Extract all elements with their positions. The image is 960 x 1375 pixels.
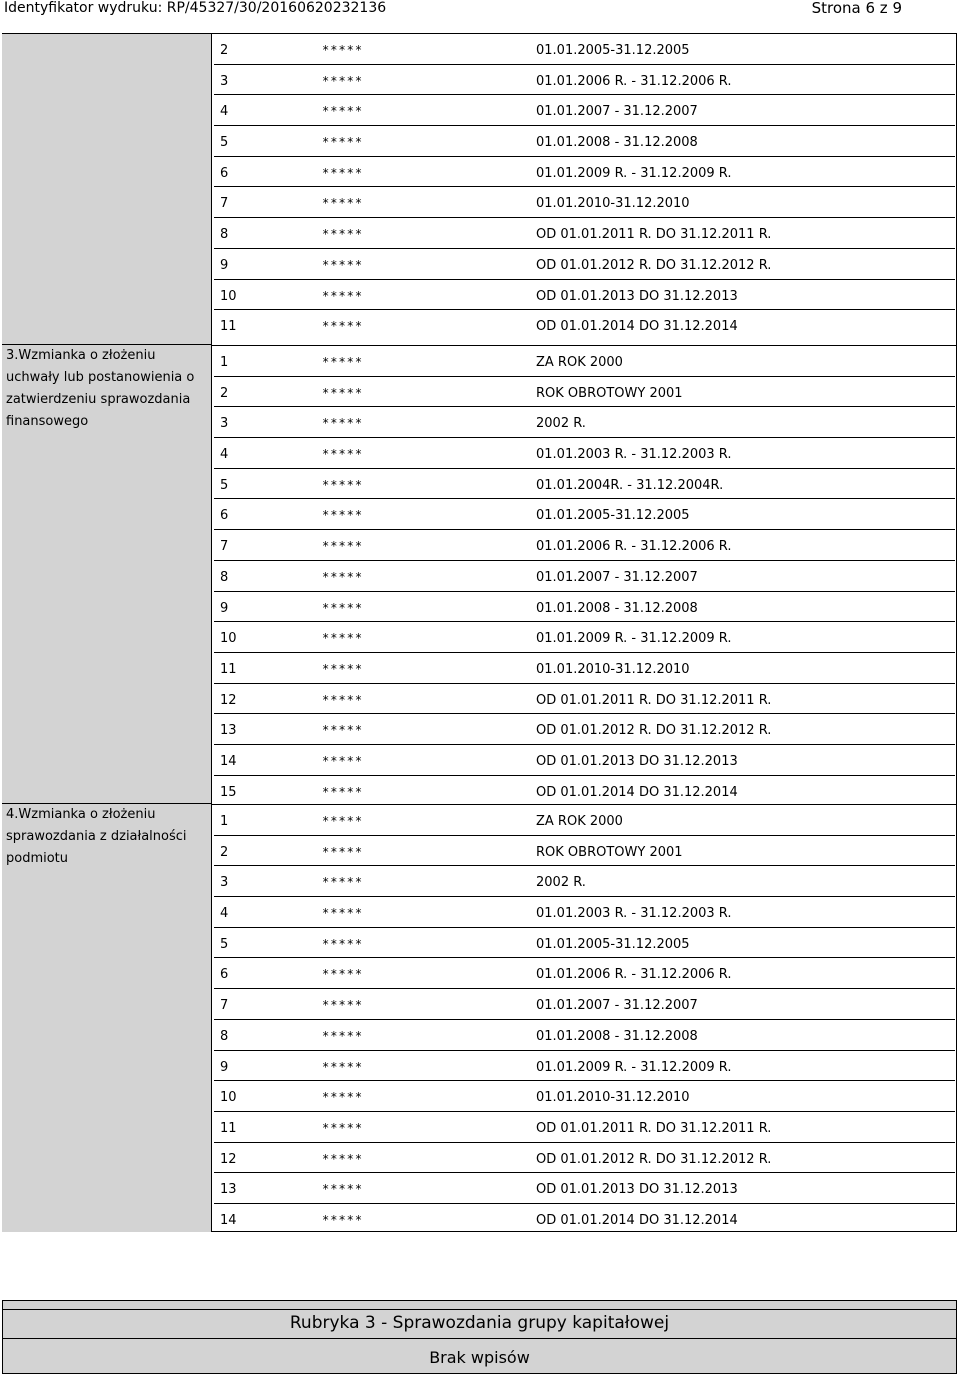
row-number: 4 xyxy=(220,906,229,922)
table-row xyxy=(214,836,955,867)
period-value: OD 01.01.2014 DO 31.12.2014 xyxy=(536,784,738,800)
row-number: 6 xyxy=(220,508,229,524)
masked-value: ***** xyxy=(322,814,364,828)
row-number: 2 xyxy=(220,385,229,401)
period-value: OD 01.01.2011 R. DO 31.12.2011 R. xyxy=(536,227,772,243)
masked-value: ***** xyxy=(322,875,364,890)
table-row xyxy=(214,65,955,96)
row-number: 7 xyxy=(220,998,229,1014)
section-label-continued xyxy=(2,34,212,345)
masked-value: ***** xyxy=(322,196,364,211)
table-row xyxy=(214,530,955,561)
period-value: OD 01.01.2013 DO 31.12.2013 xyxy=(536,288,738,304)
period-value: 01.01.2009 R. - 31.12.2009 R. xyxy=(536,631,732,647)
table-row xyxy=(214,95,955,126)
table-row xyxy=(214,928,955,959)
table-row xyxy=(214,805,955,836)
masked-value: ***** xyxy=(322,844,364,859)
masked-value: ***** xyxy=(322,1151,364,1166)
period-value: ROK OBROTOWY 2001 xyxy=(536,844,683,860)
table-row xyxy=(214,469,955,500)
row-number: 10 xyxy=(220,1090,237,1106)
row-number: 14 xyxy=(220,753,237,769)
rubric-3-box xyxy=(2,1300,957,1374)
masked-value: ***** xyxy=(322,135,364,150)
masked-value: ***** xyxy=(322,385,364,400)
period-value: 01.01.2006 R. - 31.12.2006 R. xyxy=(536,539,732,555)
print-header xyxy=(0,0,960,18)
period-value: 01.01.2009 R. - 31.12.2009 R. xyxy=(536,165,732,181)
period-value: OD 01.01.2014 DO 31.12.2014 xyxy=(536,319,738,335)
period-value: 2002 R. xyxy=(536,416,586,432)
row-number: 7 xyxy=(220,539,229,555)
table-row xyxy=(214,745,955,776)
period-value: 01.01.2003 R. - 31.12.2003 R. xyxy=(536,447,732,463)
table-row xyxy=(214,897,955,928)
period-value: OD 01.01.2012 R. DO 31.12.2012 R. xyxy=(536,1151,772,1167)
table-row xyxy=(214,714,955,745)
table-row xyxy=(214,126,955,157)
row-number: 5 xyxy=(220,477,229,493)
period-value: 01.01.2007 - 31.12.2007 xyxy=(536,104,698,120)
table-row xyxy=(214,377,955,408)
period-value: 2002 R. xyxy=(536,875,586,891)
row-number: 6 xyxy=(220,967,229,983)
masked-value: ***** xyxy=(322,104,364,119)
masked-value: ***** xyxy=(322,73,364,88)
rubric-3-title: Rubryka 3 - Sprawozdania grupy kapitałowej xyxy=(3,1309,956,1339)
row-number: 11 xyxy=(220,661,237,677)
row-number: 2 xyxy=(220,43,229,58)
table-row xyxy=(214,218,955,249)
period-value: OD 01.01.2012 R. DO 31.12.2012 R. xyxy=(536,723,772,739)
masked-value: ***** xyxy=(322,257,364,272)
masked-value: ***** xyxy=(322,1212,364,1227)
table-row xyxy=(214,280,955,311)
row-number: 3 xyxy=(220,73,229,89)
table-row xyxy=(214,866,955,897)
period-value: 01.01.2009 R. - 31.12.2009 R. xyxy=(536,1059,732,1075)
table-row xyxy=(214,622,955,653)
table-row xyxy=(214,157,955,188)
table-row xyxy=(214,592,955,623)
masked-value: ***** xyxy=(322,723,364,738)
period-value: 01.01.2003 R. - 31.12.2003 R. xyxy=(536,906,732,922)
row-number: 4 xyxy=(220,104,229,120)
masked-value: ***** xyxy=(322,1090,364,1105)
table-row xyxy=(214,1173,955,1204)
table-row xyxy=(214,1020,955,1051)
masked-value: ***** xyxy=(322,784,364,799)
table-row xyxy=(214,776,955,807)
table-row xyxy=(214,1112,955,1143)
masked-value: ***** xyxy=(322,753,364,768)
masked-value: ***** xyxy=(322,1059,364,1074)
period-value: 01.01.2005-31.12.2005 xyxy=(536,936,690,952)
masked-value: ***** xyxy=(322,288,364,303)
row-number: 10 xyxy=(220,288,237,304)
period-value: 01.01.2010-31.12.2010 xyxy=(536,661,690,677)
table-row xyxy=(214,1204,955,1235)
masked-value: ***** xyxy=(322,631,364,646)
section-label-4: 4.Wzmianka o złożeniu sprawozdania z działalności podmiotu xyxy=(2,804,212,1232)
period-value: OD 01.01.2011 R. DO 31.12.2011 R. xyxy=(536,1120,772,1136)
table-row xyxy=(214,34,955,65)
period-value: ZA ROK 2000 xyxy=(536,355,623,370)
masked-value: ***** xyxy=(322,569,364,584)
period-value: 01.01.2005-31.12.2005 xyxy=(536,508,690,524)
row-number: 9 xyxy=(220,1059,229,1075)
row-number: 12 xyxy=(220,692,237,708)
page-number: Strona 6 z 9 xyxy=(811,0,902,17)
table-row xyxy=(214,249,955,280)
row-number: 3 xyxy=(220,416,229,432)
rows-section-3 xyxy=(214,346,955,806)
table-row xyxy=(214,653,955,684)
masked-value: ***** xyxy=(322,319,364,334)
period-value: ROK OBROTOWY 2001 xyxy=(536,385,683,401)
masked-value: ***** xyxy=(322,998,364,1013)
period-value: 01.01.2010-31.12.2010 xyxy=(536,1090,690,1106)
row-number: 5 xyxy=(220,135,229,151)
masked-value: ***** xyxy=(322,1120,364,1135)
row-number: 5 xyxy=(220,936,229,952)
masked-value: ***** xyxy=(322,967,364,982)
row-number: 3 xyxy=(220,875,229,891)
row-number: 8 xyxy=(220,569,229,585)
masked-value: ***** xyxy=(322,1182,364,1197)
period-value: ZA ROK 2000 xyxy=(536,814,623,829)
masked-value: ***** xyxy=(322,661,364,676)
row-number: 4 xyxy=(220,447,229,463)
row-number: 13 xyxy=(220,1182,237,1198)
table-row xyxy=(214,684,955,715)
rows-continued xyxy=(214,34,955,341)
period-value: 01.01.2007 - 31.12.2007 xyxy=(536,998,698,1014)
table-row xyxy=(214,310,955,341)
period-value: OD 01.01.2013 DO 31.12.2013 xyxy=(536,1182,738,1198)
row-number: 9 xyxy=(220,600,229,616)
print-identifier: Identyfikator wydruku: RP/45327/30/20160620232136 xyxy=(4,0,387,16)
row-number: 6 xyxy=(220,165,229,181)
masked-value: ***** xyxy=(322,416,364,431)
table-row xyxy=(214,438,955,469)
row-number: 8 xyxy=(220,1028,229,1044)
period-value: 01.01.2008 - 31.12.2008 xyxy=(536,135,698,151)
period-value: 01.01.2005-31.12.2005 xyxy=(536,43,690,58)
masked-value: ***** xyxy=(322,477,364,492)
masked-value: ***** xyxy=(322,43,364,57)
row-number: 7 xyxy=(220,196,229,212)
table-row xyxy=(214,989,955,1020)
period-value: 01.01.2006 R. - 31.12.2006 R. xyxy=(536,73,732,89)
period-value: 01.01.2006 R. - 31.12.2006 R. xyxy=(536,967,732,983)
masked-value: ***** xyxy=(322,227,364,242)
masked-value: ***** xyxy=(322,936,364,951)
period-value: OD 01.01.2012 R. DO 31.12.2012 R. xyxy=(536,257,772,273)
period-value: OD 01.01.2011 R. DO 31.12.2011 R. xyxy=(536,692,772,708)
period-value: 01.01.2004R. - 31.12.2004R. xyxy=(536,477,724,493)
table-row xyxy=(214,499,955,530)
masked-value: ***** xyxy=(322,600,364,615)
no-entries-text: Brak wpisów xyxy=(429,1348,530,1367)
table-row xyxy=(214,346,955,377)
row-number: 10 xyxy=(220,631,237,647)
rows-section-4 xyxy=(214,805,955,1235)
row-number: 8 xyxy=(220,227,229,243)
masked-value: ***** xyxy=(322,355,364,369)
period-value: 01.01.2008 - 31.12.2008 xyxy=(536,1028,698,1044)
period-value: 01.01.2007 - 31.12.2007 xyxy=(536,569,698,585)
masked-value: ***** xyxy=(322,447,364,462)
row-number: 9 xyxy=(220,257,229,273)
table-row xyxy=(214,1143,955,1174)
period-value: 01.01.2010-31.12.2010 xyxy=(536,196,690,212)
table-row xyxy=(214,561,955,592)
table-row xyxy=(214,958,955,989)
masked-value: ***** xyxy=(322,692,364,707)
masked-value: ***** xyxy=(322,165,364,180)
table-row xyxy=(214,1051,955,1082)
row-number: 15 xyxy=(220,784,237,800)
masked-value: ***** xyxy=(322,1028,364,1043)
row-number: 13 xyxy=(220,723,237,739)
row-number: 11 xyxy=(220,1120,237,1136)
row-number: 12 xyxy=(220,1151,237,1167)
row-number: 1 xyxy=(220,814,229,829)
table-row xyxy=(214,1081,955,1112)
row-number: 1 xyxy=(220,355,229,370)
row-number: 11 xyxy=(220,319,237,335)
table-row xyxy=(214,407,955,438)
period-value: 01.01.2008 - 31.12.2008 xyxy=(536,600,698,616)
row-number: 2 xyxy=(220,844,229,860)
period-value: OD 01.01.2013 DO 31.12.2013 xyxy=(536,753,738,769)
masked-value: ***** xyxy=(322,539,364,554)
section-label-3: 3.Wzmianka o złożeniu uchwały lub postanowienia o zatwierdzeniu sprawozdania finansowego xyxy=(2,345,212,804)
row-number: 14 xyxy=(220,1212,237,1228)
masked-value: ***** xyxy=(322,906,364,921)
table-row xyxy=(214,187,955,218)
masked-value: ***** xyxy=(322,508,364,523)
period-value: OD 01.01.2014 DO 31.12.2014 xyxy=(536,1212,738,1228)
